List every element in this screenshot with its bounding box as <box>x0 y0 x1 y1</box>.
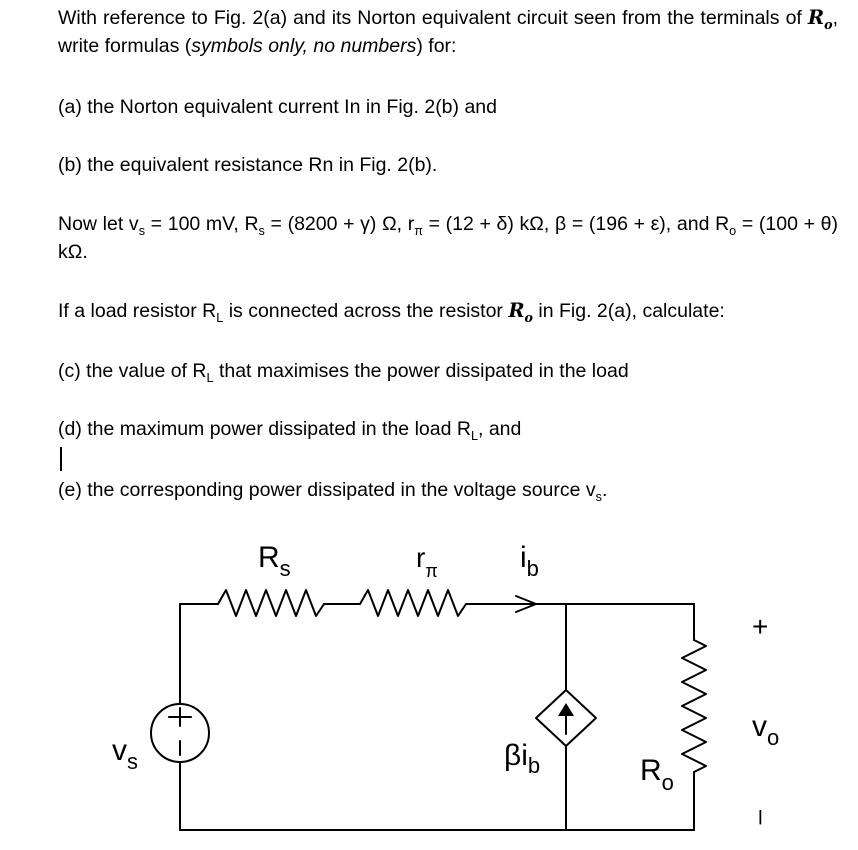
values-text-3: = (8200 + γ) Ω, r <box>264 213 415 235</box>
label-vo: $v_o$ <box>752 710 780 750</box>
label-ib: $i_b$ <box>520 541 539 581</box>
intro-italic: symbols only, no numbers <box>191 35 417 57</box>
label-vo-plus: + <box>752 611 769 642</box>
label-ro: $R_o$ <box>640 754 674 795</box>
item-e-sub: s <box>595 489 602 504</box>
item-a: (a) the Norton equivalent current In in Fig. 2(b) and <box>58 96 497 118</box>
resistor-rs <box>218 590 324 616</box>
values-sub-3: π <box>414 223 423 238</box>
load-text-1: If a load resistor R <box>58 300 217 322</box>
resistor-rpi <box>360 590 466 616</box>
load-ro-sub: o <box>524 309 533 325</box>
item-c-sub: L <box>206 370 214 385</box>
item-c-text-2: that maximises the power dissipated in the load <box>213 360 629 382</box>
item-e-text-2: . <box>601 479 608 501</box>
resistor-ro <box>682 640 706 772</box>
values-text-2: = 100 mV, R <box>145 213 259 235</box>
item-e-text-1: (e) the corresponding power dissipated in the voltage source v <box>58 479 596 501</box>
item-c-text-1: (c) the value of R <box>58 360 207 382</box>
values-sub-1: s <box>138 223 146 238</box>
label-beta-ib: $\beta i_b$ <box>504 739 541 778</box>
values-text-1: Now let v <box>58 213 139 235</box>
item-d-text-2: , and <box>477 418 522 440</box>
load-ro-symbol: R <box>508 299 525 322</box>
ro-symbol-sub: o <box>824 16 833 32</box>
item-d-sub: L <box>470 428 478 443</box>
item-b: (b) the equivalent resistance Rn in Fig. 2(b). <box>58 154 438 176</box>
values-text-4: = (12 + δ) kΩ, β = (196 + ε), and R <box>422 213 730 235</box>
values-sub-4: o <box>729 223 737 238</box>
values-sub-2: s <box>258 223 265 238</box>
dep-source-arrowhead <box>558 703 574 716</box>
values-text-5: = (100 + θ) kΩ. <box>58 213 838 263</box>
load-text-3: in Fig. 2(a), calculate: <box>533 300 725 322</box>
label-vs: $v_s$ <box>112 734 138 774</box>
label-rpi: $r_\pi$ <box>416 542 438 581</box>
intro-text-2: , write formulas ( <box>58 7 838 57</box>
label-vo-minus: – <box>748 810 778 825</box>
ro-symbol: R <box>807 6 825 29</box>
label-rs: $R_s$ <box>258 541 291 581</box>
item-d-text-1: (d) the maximum power dissipated in the load R <box>58 418 471 440</box>
load-text-2: is connected across the resistor <box>223 300 509 322</box>
intro-text-1: With reference to Fig. 2(a) and its Norton equivalent circuit seen from the terminals of <box>58 7 808 29</box>
intro-text-3: ) for: <box>416 35 457 57</box>
load-sub-1: L <box>216 310 224 325</box>
